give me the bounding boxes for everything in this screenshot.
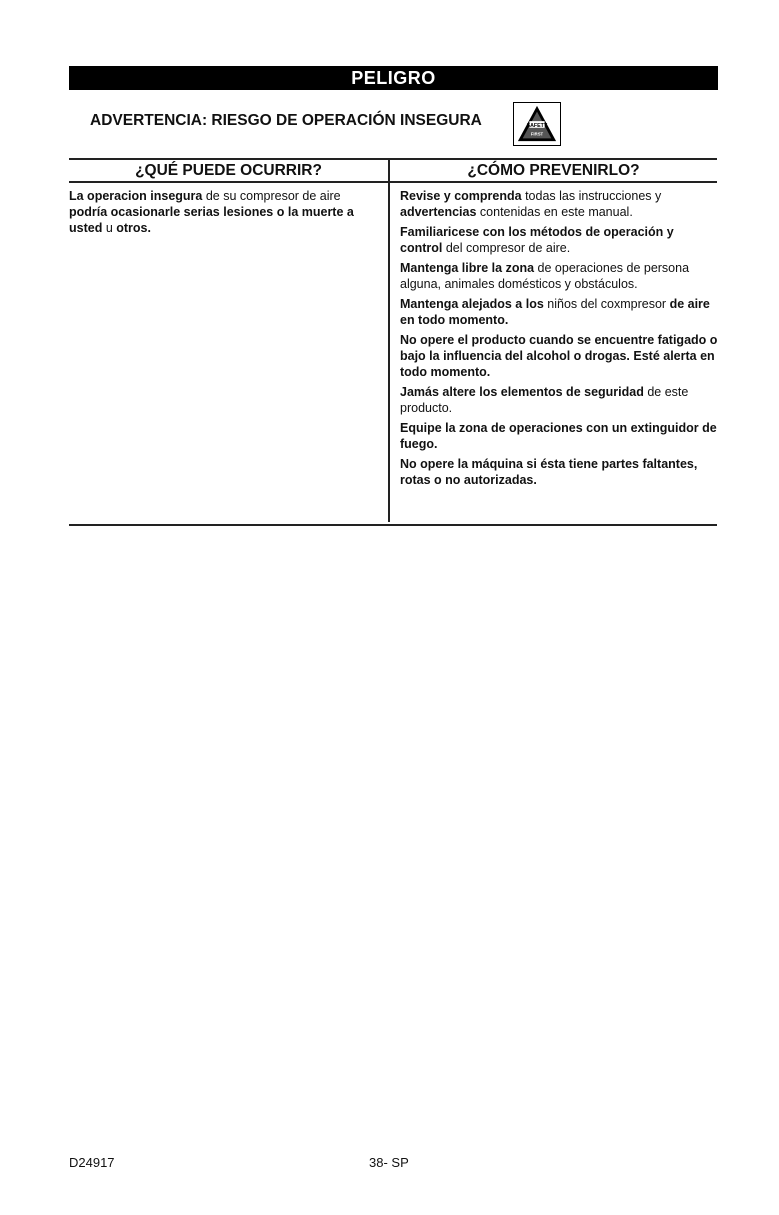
- prevention-item: [400, 420, 718, 452]
- safety-symbol-bottom-text: FIRST: [530, 131, 544, 137]
- prevention-item: [400, 296, 718, 328]
- prevention-item: [400, 188, 718, 220]
- prevention-item: [400, 224, 718, 256]
- prevention-text: de este producto.: [400, 385, 689, 415]
- hazard-text-1: de su compresor de aire: [202, 189, 341, 203]
- prevention-bold: No opere el producto cuando se encuentre fatigado o bajo la influencia del alcohol o drogas. Esté alerta en todo momento.: [400, 333, 718, 379]
- prevention-bold: de aire en todo momento.: [400, 297, 710, 327]
- prevention-item: [400, 332, 718, 380]
- hazard-bold-1: La operacion insegura: [69, 189, 203, 203]
- prevention-bold: Revise y comprenda: [400, 189, 522, 203]
- safety-symbol-top-text: SAFETY: [526, 122, 548, 129]
- safety-first-icon: [513, 102, 561, 146]
- hazard-text-2: u: [102, 221, 117, 235]
- hazard-description: [69, 188, 379, 236]
- page-number: 38- SP: [369, 1155, 409, 1170]
- what-can-happen-header: ¿QUÉ PUEDE OCURRIR?: [135, 162, 322, 179]
- hazard-table: [69, 158, 717, 526]
- hazard-bold-3: otros.: [116, 221, 151, 235]
- prevention-list: [400, 188, 718, 492]
- prevention-item: [400, 260, 718, 292]
- prevention-text: niños del coxmpresor: [543, 297, 670, 311]
- prevention-bold: Equipe la zona de operaciones con un extinguidor de fuego.: [400, 421, 717, 451]
- prevention-bold: Mantenga alejados a los: [400, 297, 544, 311]
- how-to-prevent-header: ¿CÓMO PREVENIRLO?: [467, 162, 640, 179]
- warning-heading-row: [90, 102, 610, 150]
- warning-title: ADVERTENCIA: RIESGO DE OPERACIÓN INSEGURA: [90, 112, 482, 129]
- prevention-item: [400, 456, 718, 488]
- prevention-text: contenidas en este manual.: [476, 205, 633, 219]
- prevention-bold: Familiaricese con los métodos de operación y control: [400, 225, 674, 255]
- prevention-text: del compresor de aire.: [442, 241, 571, 255]
- prevention-text: todas las instrucciones y: [521, 189, 662, 203]
- prevention-bold: Mantenga libre la zona: [400, 261, 535, 275]
- prevention-text: de operaciones de persona alguna, animales domésticos y obstáculos.: [400, 261, 690, 291]
- prevention-bold: No opere la máquina si ésta tiene partes faltantes, rotas o no autorizadas.: [400, 457, 698, 487]
- prevention-item: [400, 384, 718, 416]
- hazard-bold-2: podría ocasionarle serias lesiones o la muerte a usted: [69, 205, 354, 235]
- header-rule: [69, 181, 717, 183]
- danger-banner: PELIGRO: [69, 66, 718, 90]
- document-id: D24917: [69, 1155, 115, 1170]
- column-divider: [388, 160, 390, 522]
- prevention-bold: Jamás altere los elementos de seguridad: [400, 385, 644, 399]
- prevention-bold: advertencias: [400, 205, 477, 219]
